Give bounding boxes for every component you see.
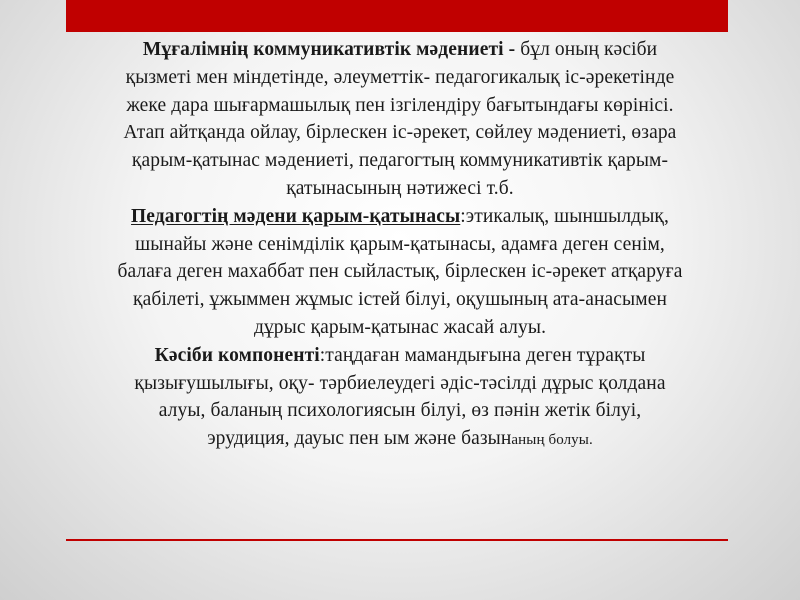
- para1-line-3: жеке дара шығармашылық пен ізгілендіру бағытындағы көрінісі.: [126, 94, 674, 116]
- para2-line-2: шынайы және сенімділік қарым-қатынасы, адамға деген сенім,: [135, 233, 665, 255]
- bottom-accent-line: [66, 539, 728, 541]
- para1-line-1: [0, 36, 800, 64]
- para3-line-4-small: аның болуы.: [511, 432, 593, 449]
- para3-line-4: [0, 425, 800, 455]
- para1-line-1-rest: бұл оның кәсіби: [515, 39, 658, 60]
- para1-term: Мұғалімнің коммуникативтік мәдениеті -: [142, 39, 516, 60]
- para2-term: Педагогтің мәдени қарым-қатынасы: [131, 205, 461, 227]
- para1-line-5: қарым-қатынас мәдениеті, педагогтың коммуникативтік қарым-: [131, 150, 669, 172]
- para2-line-5: дұрыс қарым-қатынас жасай алуы.: [253, 316, 547, 338]
- para3-term: Кәсіби компоненті: [154, 344, 320, 366]
- slide-body: [0, 36, 800, 455]
- para1-line-2: қызметі мен міндетінде, әлеуметтік- педагогикалық іс-әрекетінде: [125, 66, 675, 88]
- para2-line-4: қабілеті, ұжыммен жұмыс істей білуі, оқушының ата-анасымен: [133, 289, 667, 311]
- para3-line-4-main: эрудиция, дауыс пен ым және базын: [207, 428, 512, 450]
- para2-line-3: балаға деген махаббат пен сыйластық, бірлескен іс-әрекет атқаруға: [117, 261, 683, 283]
- para3-line-1-rest: :таңдаған мамандығына деген тұрақты: [319, 344, 646, 366]
- top-accent-bar: [66, 0, 728, 32]
- para3-line-1: [0, 342, 800, 370]
- para3-line-3: алуы, баланың психологиясын білуі, өз пәнін жетік білуі,: [158, 400, 642, 422]
- para2-line-1-rest: :этикалық, шыншылдық,: [460, 205, 669, 227]
- para1-line-4: Атап айтқанда ойлау, бірлескен іс-әрекет, сөйлеу мәдениеті, өзара: [123, 122, 677, 144]
- para1-line-6: қатынасының нәтижесі т.б.: [286, 177, 514, 199]
- para2-line-1: [0, 203, 800, 231]
- para3-line-2: қызығушылығы, оқу- тәрбиелеудегі әдіс-тәсілді дұрыс қолдана: [134, 372, 666, 394]
